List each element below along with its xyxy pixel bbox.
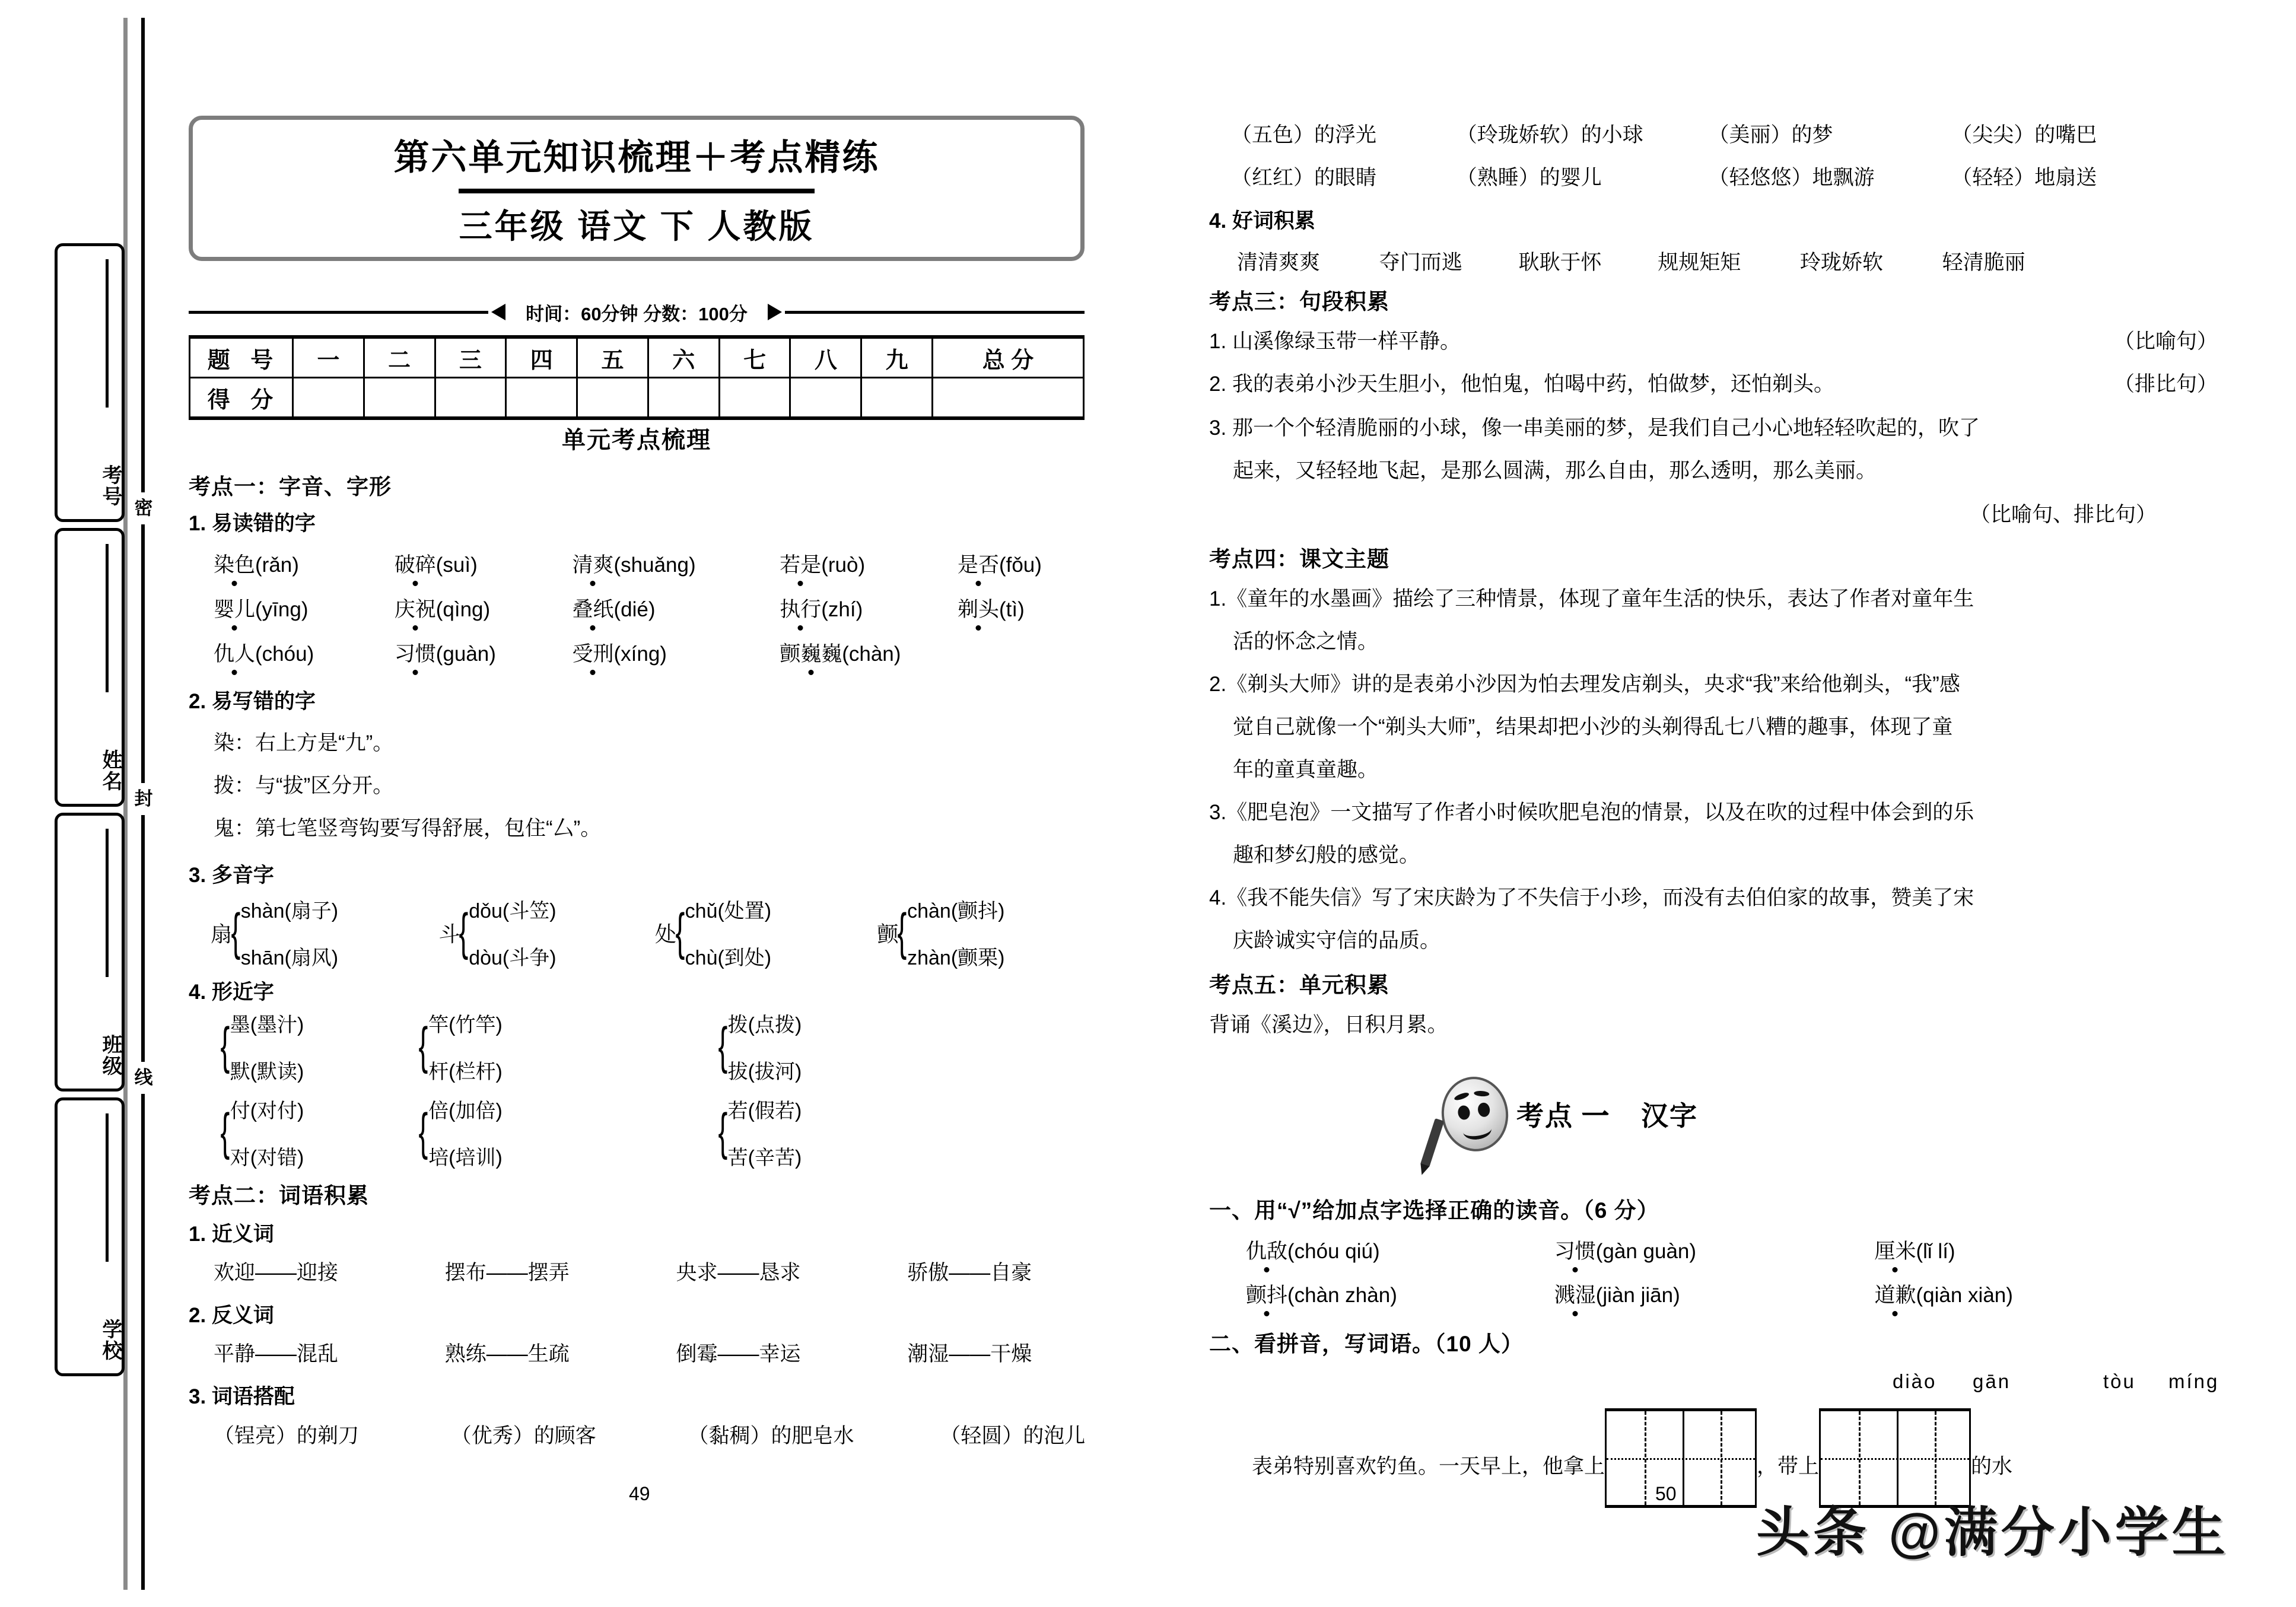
badge-label: 考点 <box>1516 1100 1573 1131</box>
dot-char: 清爽 <box>572 549 613 578</box>
jinyici-item: 摆布——摆弄 <box>444 1261 570 1284</box>
row-label: 题 号 <box>190 337 293 378</box>
dot-char: 厘米 <box>1874 1235 1916 1265</box>
col-head-5: 五 <box>577 337 648 378</box>
haoci-item: 夺门而逃 <box>1379 251 1462 274</box>
unit-review-heading: 单元考点梳理 <box>562 427 711 453</box>
dapei-item: （轻圆）的泡儿 <box>940 1424 1086 1447</box>
brace-icon: { <box>220 1017 230 1075</box>
xingjin-b: 拔(拔河) <box>727 1061 802 1083</box>
badge-topic: 汉字 <box>1641 1100 1698 1131</box>
write-note-1: 染：右上方是“九”。 <box>214 731 394 755</box>
kaodian1-sub3: 3. 多音字 <box>189 864 274 887</box>
score-cell[interactable] <box>790 378 861 419</box>
xingjin-row-2 <box>222 1094 802 1170</box>
blank1-pinyin-a: diào <box>1893 1370 1937 1392</box>
xingjin-b: 苦(辛苦) <box>727 1147 802 1169</box>
xingjin-group <box>720 1008 802 1084</box>
pinyin: (xíng) <box>613 642 667 666</box>
score-cell[interactable] <box>861 378 933 419</box>
id-box-xuexiao[interactable] <box>55 1097 125 1376</box>
dot-char: 颤抖 <box>1246 1279 1287 1309</box>
dot-char: 叠纸 <box>572 593 613 623</box>
pinyin-row-3 <box>214 638 901 667</box>
smile-mouth <box>1462 1120 1493 1141</box>
xingjin-a: 若(假若) <box>727 1100 802 1122</box>
item-text: 我的表弟小沙天生胆小，他怕鬼，怕喝中药，怕做梦，还怕剃头。 <box>1232 373 1834 396</box>
eye-right <box>1477 1102 1491 1118</box>
item-text: 《剃头大师》讲的是表弟小沙因为怕去理发店剃头，央求“我”来给他剃头，“我”感 <box>1226 673 1960 696</box>
pinyin-options[interactable]: (qiàn xiàn) <box>1916 1284 2013 1307</box>
score-cell[interactable] <box>364 378 435 419</box>
q1-row-1 <box>1246 1235 1955 1265</box>
item-number: 4. <box>1209 886 1227 909</box>
haoci-item: 轻清脆丽 <box>1942 251 2025 274</box>
brace-icon: { <box>897 903 907 961</box>
blank1-pinyin-b: gān <box>1973 1370 2011 1392</box>
pencil-smiley-icon <box>1437 1073 1513 1156</box>
item-number: 2. <box>1209 373 1227 396</box>
brace-icon: { <box>675 903 685 961</box>
duoyin-b: dòu(斗争) <box>469 947 556 969</box>
sentence-part-b: ，带上 <box>1757 1455 1820 1478</box>
dot-char: 溅湿 <box>1554 1279 1596 1309</box>
kaodian4-item-1-line2: 活的怀念之情。 <box>1233 630 1379 653</box>
item-text: 山溪像绿玉带一样平静。 <box>1232 330 1461 353</box>
sentence-part-a: 表弟特别喜欢钓鱼。一天早上，他拿上 <box>1252 1455 1605 1478</box>
seal-char-mi: 密 <box>132 492 155 524</box>
time-score-text: 时间：60分钟 分数：100分 <box>526 304 748 324</box>
kaodian5-heading: 考点五：单元积累 <box>1209 973 1389 997</box>
write-line <box>106 829 109 977</box>
kaodian4-item-4-line2: 庆龄诚实守信的品质。 <box>1233 929 1441 952</box>
col-head-3: 三 <box>435 337 506 378</box>
xingjin-a: 拨(点拨) <box>727 1014 802 1036</box>
xingjin-b: 培(培训) <box>428 1147 503 1169</box>
col-head-total: 总 分 <box>933 337 1084 378</box>
xingjin-group <box>418 1008 717 1084</box>
pinyin-options[interactable]: (gàn guàn) <box>1595 1240 1697 1263</box>
pinyin: (chàn) <box>842 642 901 666</box>
dot-char: 剃头 <box>958 593 999 623</box>
kaodian4-item-3-line1 <box>1209 796 1974 826</box>
kaodian2-sub3: 3. 词语搭配 <box>189 1385 295 1408</box>
dapei-item: （优秀）的顾客 <box>450 1424 596 1447</box>
duoyin-a: shàn(扇子) <box>240 900 339 922</box>
page-subtitle: 三年级 语文 下 人教版 <box>459 207 815 245</box>
id-box-kaohao[interactable] <box>55 243 125 522</box>
bar-right <box>785 311 1085 314</box>
xingjin-b: 默(默读) <box>230 1061 304 1083</box>
haoci-item: 清清爽爽 <box>1237 251 1321 274</box>
title-card <box>189 116 1085 261</box>
fanyici-row <box>214 1338 1032 1367</box>
xingjin-group <box>418 1094 717 1170</box>
score-cell[interactable] <box>293 378 364 419</box>
pinyin: (zhí) <box>821 598 863 621</box>
pinyin: (dié) <box>613 598 656 621</box>
brace-icon: { <box>231 903 241 961</box>
dapei-row-3 <box>1231 161 2097 191</box>
haoci-item: 耿耿于怀 <box>1518 251 1602 274</box>
kaodian3-heading: 考点三：句段积累 <box>1209 289 1389 314</box>
fanyici-item: 倒霉——幸运 <box>676 1342 801 1366</box>
write-note-3: 鬼：第七笔竖弯钩要写得舒展，包住“厶”。 <box>214 817 602 840</box>
kaodian4-item-3-line2: 趣和梦幻般的感觉。 <box>1233 844 1420 867</box>
brace-icon: { <box>459 903 469 961</box>
q1-row-2 <box>1246 1279 2013 1309</box>
pinyin-options[interactable]: (jiàn jiān) <box>1595 1284 1680 1307</box>
dapei-item: （黏稠）的肥皂水 <box>688 1424 854 1447</box>
col-head-9: 九 <box>861 337 933 378</box>
seal-char-feng: 封 <box>132 783 155 815</box>
pinyin: (yīng) <box>255 598 309 621</box>
blank2-pinyin-b: míng <box>2168 1370 2219 1392</box>
kaodian1-sub4: 4. 形近字 <box>189 981 274 1004</box>
dot-char: 庆祝 <box>395 593 436 623</box>
jinyici-item: 欢迎——迎接 <box>214 1261 339 1284</box>
dot-char: 习惯 <box>1554 1235 1596 1265</box>
write-line <box>106 259 109 408</box>
duoyin-group <box>655 895 874 970</box>
kaodian4-item-1-line1 <box>1209 583 1974 612</box>
pinyin: (shuǎng) <box>613 553 696 577</box>
xingjin-group <box>222 1008 418 1084</box>
eyebrow-left <box>1454 1092 1470 1102</box>
title-divider <box>459 189 815 193</box>
item-tag: （排比句） <box>2113 373 2218 396</box>
dot-char: 染色 <box>214 549 255 578</box>
xingjin-row-1 <box>222 1008 802 1084</box>
score-cell[interactable] <box>577 378 648 419</box>
xingjin-a: 竿(竹竿) <box>428 1014 503 1036</box>
dot-char: 破碎 <box>395 549 436 578</box>
col-head-7: 七 <box>719 337 790 378</box>
table-row-scores <box>190 378 1084 419</box>
pinyin-row-2 <box>214 593 1025 623</box>
arrow-right-icon <box>768 304 782 320</box>
duoyin-group <box>211 895 436 970</box>
watermark: 头条 @满分小学生 <box>1756 1503 2229 1563</box>
time-score-bar <box>189 297 1085 327</box>
kaodian3-item-1 <box>1209 325 2218 355</box>
item-number: 3. <box>1209 801 1227 824</box>
item-text: 《我不能失信》写了宋庆龄为了不失信于小珍，而没有去伯伯家的故事，赞美了宋 <box>1226 886 1974 909</box>
pinyin-options[interactable]: (chóu qiú) <box>1287 1240 1380 1263</box>
xingjin-a: 倍(加倍) <box>428 1100 503 1122</box>
write-line <box>106 544 109 692</box>
dapei-item: （红红）的眼睛 <box>1231 166 1377 189</box>
kaodian-badge <box>1442 1077 1698 1151</box>
dapei-item: （锃亮）的剃刀 <box>214 1424 360 1447</box>
xingjin-b: 对(对错) <box>230 1147 304 1169</box>
brace-icon: { <box>718 1103 728 1161</box>
item-number: 3. <box>1209 416 1227 440</box>
badge-number: 一 <box>1582 1101 1609 1131</box>
duoyin-char: 扇 <box>211 921 233 946</box>
dapei-item: （尖尖）的嘴巴 <box>1951 123 2097 147</box>
kaodian5-text: 背诵《溪边》，日积月累。 <box>1209 1013 1448 1036</box>
id-box-banji[interactable] <box>55 813 125 1092</box>
dapei-row-1 <box>214 1420 1085 1449</box>
pinyin-row-1 <box>214 549 1042 578</box>
dot-char: 执行 <box>780 593 821 623</box>
kaodian4-heading: 考点四：课文主题 <box>1209 547 1389 571</box>
duoyin-b: zhàn(颤栗) <box>907 947 1005 969</box>
write-line <box>106 1113 109 1262</box>
kaodian4-item-2-line3: 年的童真童趣。 <box>1233 758 1379 781</box>
pinyin: (qìng) <box>435 598 491 621</box>
item-number: 2. <box>1209 673 1227 696</box>
dapei-item: （轻悠悠）地飘游 <box>1708 166 1875 189</box>
id-box-xingming[interactable] <box>55 528 125 807</box>
question-1-prompt: 一、用“√”给加点字选择正确的读音。（6 分） <box>1209 1198 1659 1223</box>
pinyin-options[interactable]: (chàn zhàn) <box>1287 1284 1397 1307</box>
xingjin-b: 杆(栏杆) <box>428 1061 503 1083</box>
blank2-pinyin-a: tòu <box>2103 1370 2136 1392</box>
write-note-2: 拨：与“拔”区分开。 <box>214 774 394 797</box>
kaodian2-sub4: 4. 好词积累 <box>1209 209 1315 233</box>
brace-icon: { <box>418 1017 428 1075</box>
jinyici-item: 骄傲——自豪 <box>907 1261 1032 1284</box>
dot-char: 婴儿 <box>214 593 255 623</box>
dot-char: 是否 <box>958 549 999 578</box>
pinyin: (guàn) <box>435 642 496 666</box>
duoyin-b: shān(扇风) <box>240 947 339 969</box>
item-number: 1. <box>1209 330 1227 353</box>
dapei-item: （熟睡）的婴儿 <box>1456 166 1602 189</box>
eyebrow-right <box>1474 1090 1490 1097</box>
pinyin-options[interactable]: (lǐ lí) <box>1916 1240 1955 1263</box>
pinyin: (fǒu) <box>998 553 1042 577</box>
kaodian1-sub2: 2. 易写错的字 <box>189 690 316 713</box>
eye-left <box>1457 1105 1471 1121</box>
pinyin: (chóu) <box>255 642 314 666</box>
haoci-item: 玲珑娇软 <box>1799 251 1883 274</box>
score-cell[interactable] <box>435 378 506 419</box>
dot-char: 仇敌 <box>1246 1235 1287 1265</box>
fanyici-item: 平静——混乱 <box>214 1342 339 1366</box>
brace-icon: { <box>718 1017 728 1075</box>
dapei-item: （五色）的浮光 <box>1231 123 1377 147</box>
haoci-row <box>1237 246 2025 276</box>
fanyici-item: 潮湿——干燥 <box>907 1342 1032 1366</box>
duoyin-group <box>877 895 1004 970</box>
score-table[interactable] <box>189 335 1085 420</box>
table-row-header <box>190 337 1084 378</box>
item-tag: （比喻句） <box>2113 330 2218 353</box>
dot-char: 颤巍巍 <box>780 638 842 667</box>
duoyin-char: 处 <box>654 921 676 946</box>
seal-char-xian: 线 <box>132 1062 155 1094</box>
id-box-label: 考号 <box>99 464 122 507</box>
kaodian3-item-2 <box>1209 368 2218 397</box>
col-head-1: 一 <box>293 337 364 378</box>
score-cell[interactable] <box>719 378 790 419</box>
jinyici-item: 央求——恳求 <box>676 1261 801 1284</box>
xingjin-group <box>720 1094 802 1170</box>
haoci-item: 规规矩矩 <box>1658 251 1741 274</box>
sentence-part-c: 的水 <box>1971 1455 2013 1478</box>
pinyin: (rǎn) <box>255 553 299 577</box>
item-text: 那一个个轻清脆丽的小球，像一串美丽的梦，是我们自己小心地轻轻吹起的，吹了 <box>1232 416 1980 440</box>
pinyin: (suì) <box>435 553 478 577</box>
item-text: 《童年的水墨画》描绘了三种情景，体现了童年生活的快乐，表达了作者对童年生 <box>1226 587 1974 610</box>
duoyin-b: chù(到处) <box>685 947 772 969</box>
xingjin-a: 付(对付) <box>230 1100 304 1122</box>
score-cell-total[interactable] <box>933 378 1084 419</box>
page-title: 第六单元知识梳理＋考点精练 <box>393 137 880 177</box>
col-head-2: 二 <box>364 337 435 378</box>
kaodian2-sub2: 2. 反义词 <box>189 1304 274 1327</box>
kaodian3-item-3-tag: （比喻句、排比句） <box>1970 503 2157 526</box>
dapei-item: （轻轻）地扇送 <box>1951 166 2097 189</box>
kaodian1-sub1: 1. 易读错的字 <box>189 512 316 535</box>
kaodian1-heading: 考点一：字音、字形 <box>189 475 392 499</box>
kaodian2-heading: 考点二：词语积累 <box>189 1183 369 1208</box>
col-head-6: 六 <box>648 337 719 378</box>
binding-margin <box>0 0 178 1607</box>
brace-icon: { <box>418 1103 428 1161</box>
brace-icon: { <box>220 1103 230 1161</box>
duoyin-a: dǒu(斗笠) <box>469 900 556 922</box>
kaodian3-item-3-line1 <box>1209 412 1980 441</box>
kaodian4-item-4-line1 <box>1209 882 1974 911</box>
fanyici-item: 熟练——生疏 <box>444 1342 570 1366</box>
xingjin-a: 墨(墨汁) <box>230 1014 304 1036</box>
duoyin-a: chàn(颤抖) <box>907 900 1005 922</box>
pencil-icon <box>1420 1118 1445 1167</box>
duoyin-char: 颤 <box>877 921 899 946</box>
dot-char: 道歉 <box>1874 1279 1916 1309</box>
dot-char: 若是 <box>780 549 821 578</box>
duoyin-group <box>438 895 652 970</box>
pinyin: (ruò) <box>821 553 866 577</box>
kaodian3-item-3-line2: 起来，又轻轻地飞起，是那么圆满，那么自由，那么透明，那么美丽。 <box>1233 459 1877 482</box>
kaodian2-sub1: 1. 近义词 <box>189 1223 274 1246</box>
kaodian4-item-2-line2: 觉自己就像一个“剃头大师”，结果却把小沙的头剃得乱七八糟的趣事，体现了童 <box>1233 715 1953 739</box>
item-text: 《肥皂泡》一文描写了作者小时候吹肥皂泡的情景，以及在吹的过程中体会到的乐 <box>1226 801 1974 824</box>
row-label: 得 分 <box>190 378 293 419</box>
dapei-item: （玲珑娇软）的小球 <box>1456 123 1643 147</box>
id-box-label: 班级 <box>99 1034 122 1077</box>
question-2-prompt: 二、看拼音，写词语。（10 人） <box>1209 1332 1524 1356</box>
score-cell[interactable] <box>648 378 719 419</box>
dot-char: 习惯 <box>395 638 436 667</box>
col-head-8: 八 <box>790 337 861 378</box>
dapei-row-2 <box>1231 119 2097 148</box>
tianzige-blank-1[interactable] <box>1605 1408 1757 1508</box>
col-head-4: 四 <box>506 337 577 378</box>
dot-char: 仇人 <box>214 638 255 667</box>
page-number-right: 50 <box>1655 1483 1677 1504</box>
kaodian4-item-2-line1 <box>1209 668 1960 698</box>
id-box-label: 学校 <box>99 1319 122 1361</box>
duoyin-char: 斗 <box>438 921 460 946</box>
duoyin-a: chǔ(处置) <box>685 900 772 922</box>
duoyin-group-row <box>211 895 1004 970</box>
score-cell[interactable] <box>506 378 577 419</box>
pinyin: (tì) <box>998 598 1025 621</box>
id-box-label: 姓名 <box>99 749 122 792</box>
dapei-item: （美丽）的梦 <box>1708 123 1833 147</box>
dot-char: 受刑 <box>572 638 613 667</box>
jinyici-row <box>214 1256 1032 1286</box>
page-number-left: 49 <box>629 1483 650 1504</box>
xingjin-group <box>222 1094 418 1170</box>
item-number: 1. <box>1209 587 1227 610</box>
